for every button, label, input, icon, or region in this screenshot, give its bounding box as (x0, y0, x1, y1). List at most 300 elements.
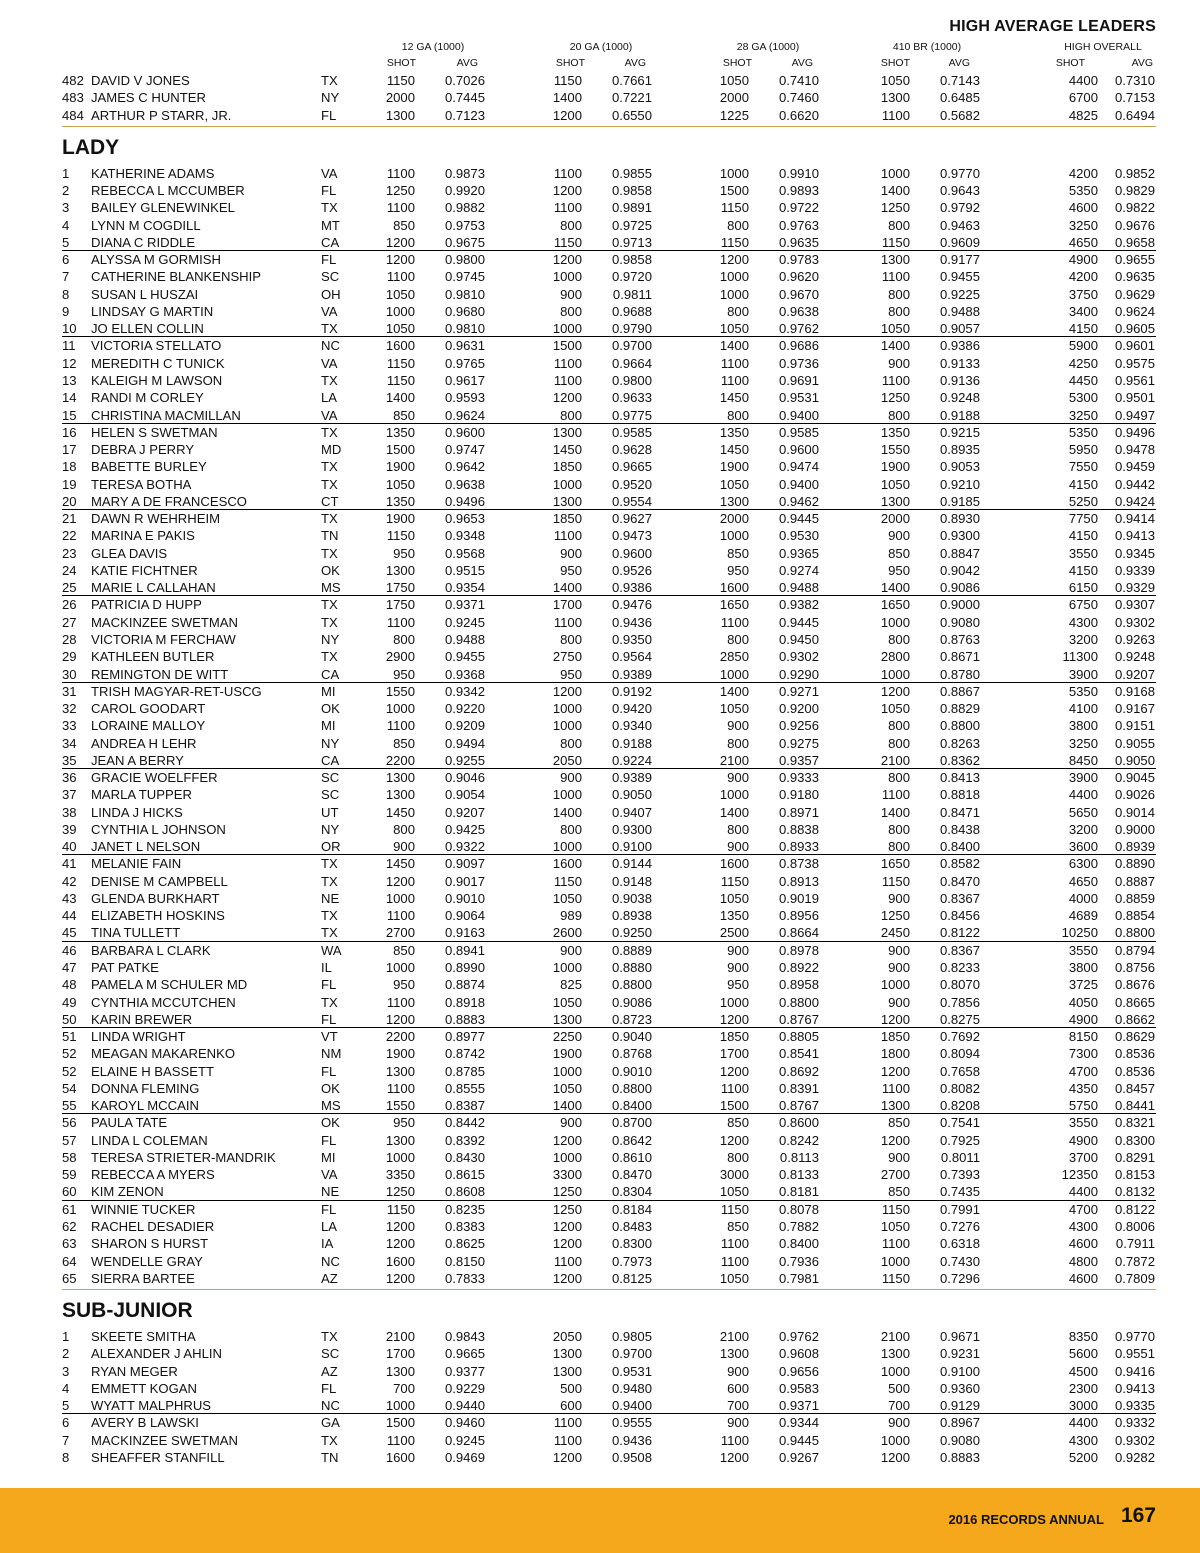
shot-410br: 1200 (880, 683, 910, 699)
shooter-name: MARY A DE FRANCESCO (91, 493, 247, 509)
shot-overall: 5350 (1068, 424, 1098, 440)
rank: 15 (62, 407, 77, 423)
shooter-name: MEAGAN MAKARENKO (91, 1046, 236, 1062)
shot-410br: 1350 (880, 424, 910, 440)
avg-12ga: 0.9348 (444, 528, 485, 544)
state: TN (321, 528, 339, 544)
avg-overall: 0.8859 (1114, 890, 1155, 906)
state: FL (321, 183, 337, 199)
shot-28ga: 1100 (720, 614, 749, 630)
avg-28ga: 0.8767 (778, 1011, 819, 1027)
avg-28ga: 0.9783 (778, 252, 819, 268)
avg-28ga: 0.8391 (778, 1080, 819, 1096)
state: NM (321, 1046, 342, 1062)
avg-overall: 0.6494 (1114, 107, 1155, 123)
shot-20ga: 1250 (552, 1184, 582, 1200)
shot-410br: 1100 (881, 269, 910, 285)
state: TX (321, 856, 338, 872)
avg-20ga: 0.8470 (611, 1167, 652, 1183)
avg-12ga: 0.9064 (444, 908, 485, 924)
shot-410br: 1100 (881, 787, 910, 803)
shot-12ga: 900 (393, 839, 415, 855)
avg-410br: 0.6485 (939, 90, 980, 106)
table-row (0, 286, 1200, 303)
avg-410br: 0.9185 (939, 493, 980, 509)
shot-28ga: 1000 (719, 666, 749, 682)
avg-12ga: 0.9460 (444, 1415, 485, 1431)
avg-20ga: 0.9420 (611, 701, 652, 717)
shot-28ga: 1100 (720, 1080, 749, 1096)
avg-overall: 0.9263 (1114, 631, 1155, 647)
shot-12ga: 1300 (385, 1063, 415, 1079)
shot-12ga: 1250 (385, 1184, 415, 1200)
shot-28ga: 900 (727, 1363, 749, 1379)
shot-410br: 800 (888, 217, 910, 233)
rank: 40 (62, 839, 77, 855)
shot-12ga: 850 (393, 407, 415, 423)
shooter-name: SHEAFFER STANFILL (91, 1449, 225, 1465)
rank: 14 (62, 390, 77, 406)
avg-overall: 0.8665 (1114, 994, 1155, 1010)
shot-overall: 4600 (1068, 200, 1098, 216)
avg-overall: 0.9413 (1114, 1380, 1155, 1396)
rank: 482 (62, 73, 84, 88)
shot-12ga: 950 (393, 545, 415, 561)
table-row (0, 337, 1200, 354)
rank: 63 (62, 1236, 77, 1252)
avg-overall: 0.9496 (1114, 424, 1155, 440)
avg-overall: 0.9050 (1114, 752, 1155, 768)
avg-overall: 0.9045 (1114, 770, 1155, 786)
avg-410br: 0.8829 (939, 701, 980, 717)
shooter-name: CYNTHIA MCCUTCHEN (91, 994, 236, 1010)
avg-12ga: 0.9765 (444, 355, 485, 371)
shot-12ga: 1600 (385, 1253, 415, 1269)
rank: 48 (62, 977, 77, 993)
avg-12ga: 0.8785 (444, 1063, 485, 1079)
avg-20ga: 0.9665 (611, 459, 652, 475)
shot-28ga: 1500 (719, 1098, 749, 1114)
shot-28ga: 1100 (720, 355, 749, 371)
avg-12ga: 0.9342 (444, 683, 485, 699)
shot-28ga: 2000 (719, 511, 749, 527)
shot-overall: 7750 (1068, 511, 1098, 527)
avg-overall: 0.9459 (1114, 459, 1155, 475)
shot-12ga: 1450 (385, 856, 415, 872)
shooter-name: LINDSAY G MARTIN (91, 303, 214, 319)
shot-20ga: 1150 (553, 234, 582, 250)
shot-28ga: 2100 (719, 1329, 749, 1345)
avg-12ga: 0.9368 (444, 666, 485, 682)
shot-20ga: 1400 (552, 90, 582, 106)
shot-20ga: 1050 (552, 994, 582, 1010)
avg-overall: 0.9575 (1114, 355, 1155, 371)
avg-410br: 0.9300 (939, 528, 980, 544)
shooter-name: WINNIE TUCKER (91, 1201, 196, 1217)
shot-12ga: 1900 (385, 1046, 415, 1062)
avg-410br: 0.9188 (939, 407, 980, 423)
avg-28ga: 0.9656 (778, 1363, 819, 1379)
shot-410br: 800 (888, 821, 910, 837)
state: VA (321, 165, 338, 181)
avg-12ga: 0.9371 (444, 597, 485, 613)
shot-28ga: 1600 (719, 580, 749, 596)
rank: 47 (62, 960, 77, 976)
state: UT (321, 804, 339, 820)
shooter-name: MELANIE FAIN (91, 856, 182, 872)
avg-20ga: 0.9389 (611, 666, 652, 682)
avg-28ga: 0.9686 (778, 338, 819, 354)
state: MD (321, 442, 342, 458)
state: FL (321, 977, 337, 993)
shot-410br: 1200 (880, 1132, 910, 1148)
avg-20ga: 0.8642 (611, 1132, 652, 1148)
avg-20ga: 0.9520 (611, 476, 652, 492)
shot-20ga: 800 (560, 303, 582, 319)
avg-overall: 0.9624 (1114, 303, 1155, 319)
shot-20ga: 1000 (552, 269, 582, 285)
avg-20ga: 0.9720 (611, 269, 652, 285)
shot-12ga: 1050 (385, 476, 415, 492)
avg-overall: 0.7872 (1114, 1253, 1155, 1269)
avg-overall: 0.8153 (1114, 1167, 1155, 1183)
shooter-name: CYNTHIA L JOHNSON (91, 821, 226, 837)
shot-20ga: 1400 (552, 1098, 582, 1114)
avg-12ga: 0.9920 (444, 183, 485, 199)
rank: 52 (62, 1046, 77, 1062)
shot-410br: 800 (888, 718, 910, 734)
avg-20ga: 0.9688 (611, 303, 652, 319)
avg-overall: 0.9676 (1114, 217, 1155, 233)
shot-overall: 4689 (1068, 908, 1098, 924)
avg-28ga: 0.8078 (778, 1201, 819, 1217)
avg-20ga: 0.8800 (611, 1080, 652, 1096)
avg-410br: 0.8082 (939, 1080, 980, 1096)
rank: 54 (62, 1080, 77, 1096)
avg-410br: 0.8800 (939, 718, 980, 734)
state: OR (321, 839, 341, 855)
shot-overall: 3250 (1068, 407, 1098, 423)
table-row (0, 976, 1200, 993)
avg-12ga: 0.8874 (444, 977, 485, 993)
shot-12ga: 1100 (386, 200, 415, 216)
avg-12ga: 0.9229 (444, 1380, 485, 1396)
avg-overall: 0.8794 (1114, 942, 1155, 958)
avg-410br: 0.9770 (939, 165, 980, 181)
shot-12ga: 950 (393, 1115, 415, 1131)
avg-12ga: 0.8235 (444, 1201, 485, 1217)
state: TX (321, 597, 338, 613)
shot-overall: 4400 (1068, 73, 1098, 88)
avg-12ga: 0.9163 (444, 925, 485, 941)
shot-20ga: 1250 (552, 1201, 582, 1217)
shooter-name: ARTHUR P STARR, JR. (91, 107, 232, 123)
shot-410br: 2450 (880, 925, 910, 941)
shot-410br: 1050 (880, 321, 910, 337)
avg-overall: 0.9167 (1114, 701, 1155, 717)
shot-header-410br: SHOT (880, 57, 910, 69)
state: AZ (321, 1363, 338, 1379)
shooter-name: CAROL GOODART (91, 701, 206, 717)
shooter-name: ALYSSA M GORMISH (91, 252, 221, 268)
table-row (0, 510, 1200, 527)
state: VA (321, 355, 338, 371)
shot-20ga: 1300 (552, 493, 582, 509)
shot-overall: 4900 (1068, 252, 1098, 268)
shot-overall: 4200 (1068, 165, 1098, 181)
avg-410br: 0.7692 (939, 1029, 980, 1045)
avg-28ga: 0.7460 (778, 90, 819, 106)
rank: 41 (62, 856, 77, 872)
avg-410br: 0.8122 (939, 925, 980, 941)
shot-12ga: 1150 (386, 1201, 415, 1217)
shot-overall: 6150 (1068, 580, 1098, 596)
section-title: LADY (62, 135, 120, 159)
rank: 26 (62, 597, 77, 613)
avg-overall: 0.7310 (1114, 73, 1155, 88)
rank: 6 (62, 1415, 70, 1431)
footer-band (0, 1488, 1200, 1553)
shot-12ga: 1000 (385, 890, 415, 906)
shot-overall: 4200 (1068, 269, 1098, 285)
table-row (0, 924, 1200, 941)
shot-28ga: 1100 (720, 372, 749, 388)
avg-28ga: 0.9333 (778, 770, 819, 786)
avg-28ga: 0.9400 (778, 407, 819, 423)
shot-28ga: 1000 (719, 286, 749, 302)
shooter-name: RANDI M CORLEY (91, 390, 204, 406)
shot-overall: 3550 (1068, 1115, 1098, 1131)
avg-410br: 0.9248 (939, 390, 980, 406)
avg-20ga: 0.9400 (611, 1398, 652, 1414)
avg-12ga: 0.9653 (444, 511, 485, 527)
table-row (0, 631, 1200, 648)
avg-20ga: 0.6550 (611, 107, 652, 123)
rank: 52 (62, 1063, 77, 1079)
avg-28ga: 0.9670 (778, 286, 819, 302)
avg-20ga: 0.7221 (611, 90, 652, 106)
shot-410br: 1100 (881, 107, 910, 123)
group-header-28ga: 28 GA (1000) (736, 41, 800, 53)
avg-overall: 0.9168 (1114, 683, 1155, 699)
shot-overall: 4700 (1068, 1201, 1098, 1217)
avg-410br: 0.8367 (939, 942, 980, 958)
shot-410br: 1650 (880, 597, 910, 613)
table-row (0, 1201, 1200, 1218)
state: TX (321, 908, 338, 924)
shooter-name: KATIE FICHTNER (91, 562, 198, 578)
avg-20ga: 0.9790 (611, 321, 652, 337)
avg-410br: 0.7435 (939, 1184, 980, 1200)
shot-28ga: 1150 (720, 873, 749, 889)
table-row (0, 1235, 1200, 1252)
shot-20ga: 1300 (552, 1346, 582, 1362)
shot-12ga: 1100 (386, 908, 415, 924)
shot-410br: 900 (888, 960, 910, 976)
state: TX (321, 200, 338, 216)
shot-410br: 700 (888, 1398, 910, 1414)
avg-header-20ga: AVG (624, 57, 646, 69)
shot-20ga: 2600 (552, 925, 582, 941)
avg-20ga: 0.9038 (611, 890, 652, 906)
avg-overall: 0.9822 (1114, 200, 1155, 216)
state: MS (321, 580, 341, 596)
state: VA (321, 407, 338, 423)
table-row (0, 855, 1200, 872)
shot-28ga: 1300 (719, 493, 749, 509)
shot-12ga: 2200 (385, 1029, 415, 1045)
avg-28ga: 0.8541 (778, 1046, 819, 1062)
avg-28ga: 0.9445 (778, 614, 819, 630)
table-row (0, 959, 1200, 976)
shot-12ga: 1300 (385, 107, 415, 123)
shooter-name: TRISH MAGYAR-RET-USCG (91, 683, 262, 699)
shot-410br: 1300 (880, 252, 910, 268)
shot-12ga: 1500 (385, 1415, 415, 1431)
shooter-name: PAMELA M SCHULER MD (91, 977, 248, 993)
avg-20ga: 0.9508 (611, 1449, 652, 1465)
table-row (0, 1328, 1200, 1345)
avg-12ga: 0.9097 (444, 856, 485, 872)
avg-12ga: 0.9245 (444, 1432, 485, 1448)
table-row (0, 89, 1200, 106)
shot-28ga: 1400 (719, 804, 749, 820)
shot-12ga: 1200 (385, 1270, 415, 1286)
avg-20ga: 0.8800 (611, 977, 652, 993)
avg-overall: 0.9335 (1114, 1398, 1155, 1414)
avg-28ga: 0.9910 (778, 165, 819, 181)
avg-20ga: 0.9855 (611, 165, 652, 181)
avg-overall: 0.9282 (1114, 1449, 1155, 1465)
table-row (0, 1380, 1200, 1397)
shooter-name: CHRISTINA MACMILLAN (91, 407, 241, 423)
shot-410br: 1000 (880, 1253, 910, 1269)
table-row (0, 890, 1200, 907)
shot-12ga: 1600 (385, 1449, 415, 1465)
avg-410br: 0.8935 (939, 442, 980, 458)
avg-28ga: 0.7410 (778, 73, 819, 88)
shot-12ga: 1100 (386, 165, 415, 181)
shot-410br: 1100 (881, 372, 910, 388)
shooter-name: GLEA DAVIS (91, 545, 168, 561)
shot-overall: 4450 (1068, 372, 1098, 388)
shooter-name: DIANA C RIDDLE (91, 234, 196, 250)
rank: 57 (62, 1132, 77, 1148)
state: TX (321, 925, 338, 941)
shot-20ga: 1100 (553, 165, 582, 181)
avg-header-28ga: AVG (791, 57, 813, 69)
avg-20ga: 0.9700 (611, 1346, 652, 1362)
shooter-name: PAT PATKE (91, 960, 159, 976)
shooter-name: ALEXANDER J AHLIN (91, 1346, 222, 1362)
avg-overall: 0.8800 (1114, 925, 1155, 941)
rank: 34 (62, 735, 77, 751)
avg-20ga: 0.9600 (611, 545, 652, 561)
avg-20ga: 0.9891 (611, 200, 652, 216)
shot-410br: 1150 (881, 1201, 910, 1217)
table-row (0, 648, 1200, 665)
avg-overall: 0.8132 (1114, 1184, 1155, 1200)
table-row (0, 1363, 1200, 1380)
rank: 32 (62, 701, 77, 717)
shot-overall: 5200 (1068, 1449, 1098, 1465)
shot-410br: 1100 (881, 1080, 910, 1096)
avg-20ga: 0.9386 (611, 580, 652, 596)
avg-overall: 0.9151 (1114, 718, 1155, 734)
table-row (0, 355, 1200, 372)
avg-28ga: 0.9290 (778, 666, 819, 682)
shot-12ga: 1300 (385, 770, 415, 786)
state: NY (321, 821, 340, 837)
shot-20ga: 1400 (552, 804, 582, 820)
avg-12ga: 0.9515 (444, 562, 485, 578)
state: LA (321, 390, 338, 406)
shooter-name: DAVID V JONES (91, 73, 190, 88)
shot-12ga: 1000 (385, 960, 415, 976)
shot-20ga: 1600 (552, 856, 582, 872)
shot-410br: 850 (888, 545, 910, 561)
avg-20ga: 0.9086 (611, 994, 652, 1010)
state: MI (321, 683, 336, 699)
shot-20ga: 1200 (552, 183, 582, 199)
shot-28ga: 1450 (719, 390, 749, 406)
avg-20ga: 0.8880 (611, 960, 652, 976)
avg-12ga: 0.8615 (444, 1167, 485, 1183)
shot-410br: 800 (888, 286, 910, 302)
shot-12ga: 1050 (385, 286, 415, 302)
avg-12ga: 0.9010 (444, 890, 485, 906)
shot-410br: 1000 (880, 165, 910, 181)
shooter-name: DEBRA J PERRY (91, 442, 195, 458)
shot-410br: 1200 (880, 1449, 910, 1465)
shot-20ga: 900 (560, 1115, 582, 1131)
avg-12ga: 0.9469 (444, 1449, 485, 1465)
rank: 8 (62, 286, 70, 302)
shot-28ga: 2100 (719, 752, 749, 768)
table-row (0, 1080, 1200, 1097)
avg-overall: 0.9501 (1114, 390, 1155, 406)
shot-overall: 3600 (1068, 839, 1098, 855)
avg-28ga: 0.9462 (778, 493, 819, 509)
shot-overall: 4900 (1068, 1011, 1098, 1027)
shot-410br: 1850 (880, 1029, 910, 1045)
shot-overall: 6700 (1068, 90, 1098, 106)
avg-410br: 0.9177 (939, 252, 980, 268)
rank: 46 (62, 942, 77, 958)
shooter-name: EMMETT KOGAN (91, 1380, 197, 1396)
avg-28ga: 0.8400 (778, 1236, 819, 1252)
shot-20ga: 1000 (552, 701, 582, 717)
shot-overall: 4050 (1068, 994, 1098, 1010)
shot-12ga: 1400 (385, 390, 415, 406)
rank: 483 (62, 90, 84, 106)
avg-410br: 0.9386 (939, 338, 980, 354)
avg-12ga: 0.9354 (444, 580, 485, 596)
shot-28ga: 950 (727, 562, 749, 578)
avg-20ga: 0.9858 (611, 183, 652, 199)
avg-overall: 0.9551 (1114, 1346, 1155, 1362)
table-row (0, 268, 1200, 285)
shot-410br: 1400 (880, 580, 910, 596)
shot-overall: 4150 (1068, 562, 1098, 578)
shot-28ga: 2500 (719, 925, 749, 941)
avg-overall: 0.8536 (1114, 1046, 1155, 1062)
shot-410br: 500 (888, 1380, 910, 1396)
avg-20ga: 0.9800 (611, 372, 652, 388)
avg-20ga: 0.8889 (611, 942, 652, 958)
avg-12ga: 0.9425 (444, 821, 485, 837)
shot-12ga: 1300 (385, 1132, 415, 1148)
